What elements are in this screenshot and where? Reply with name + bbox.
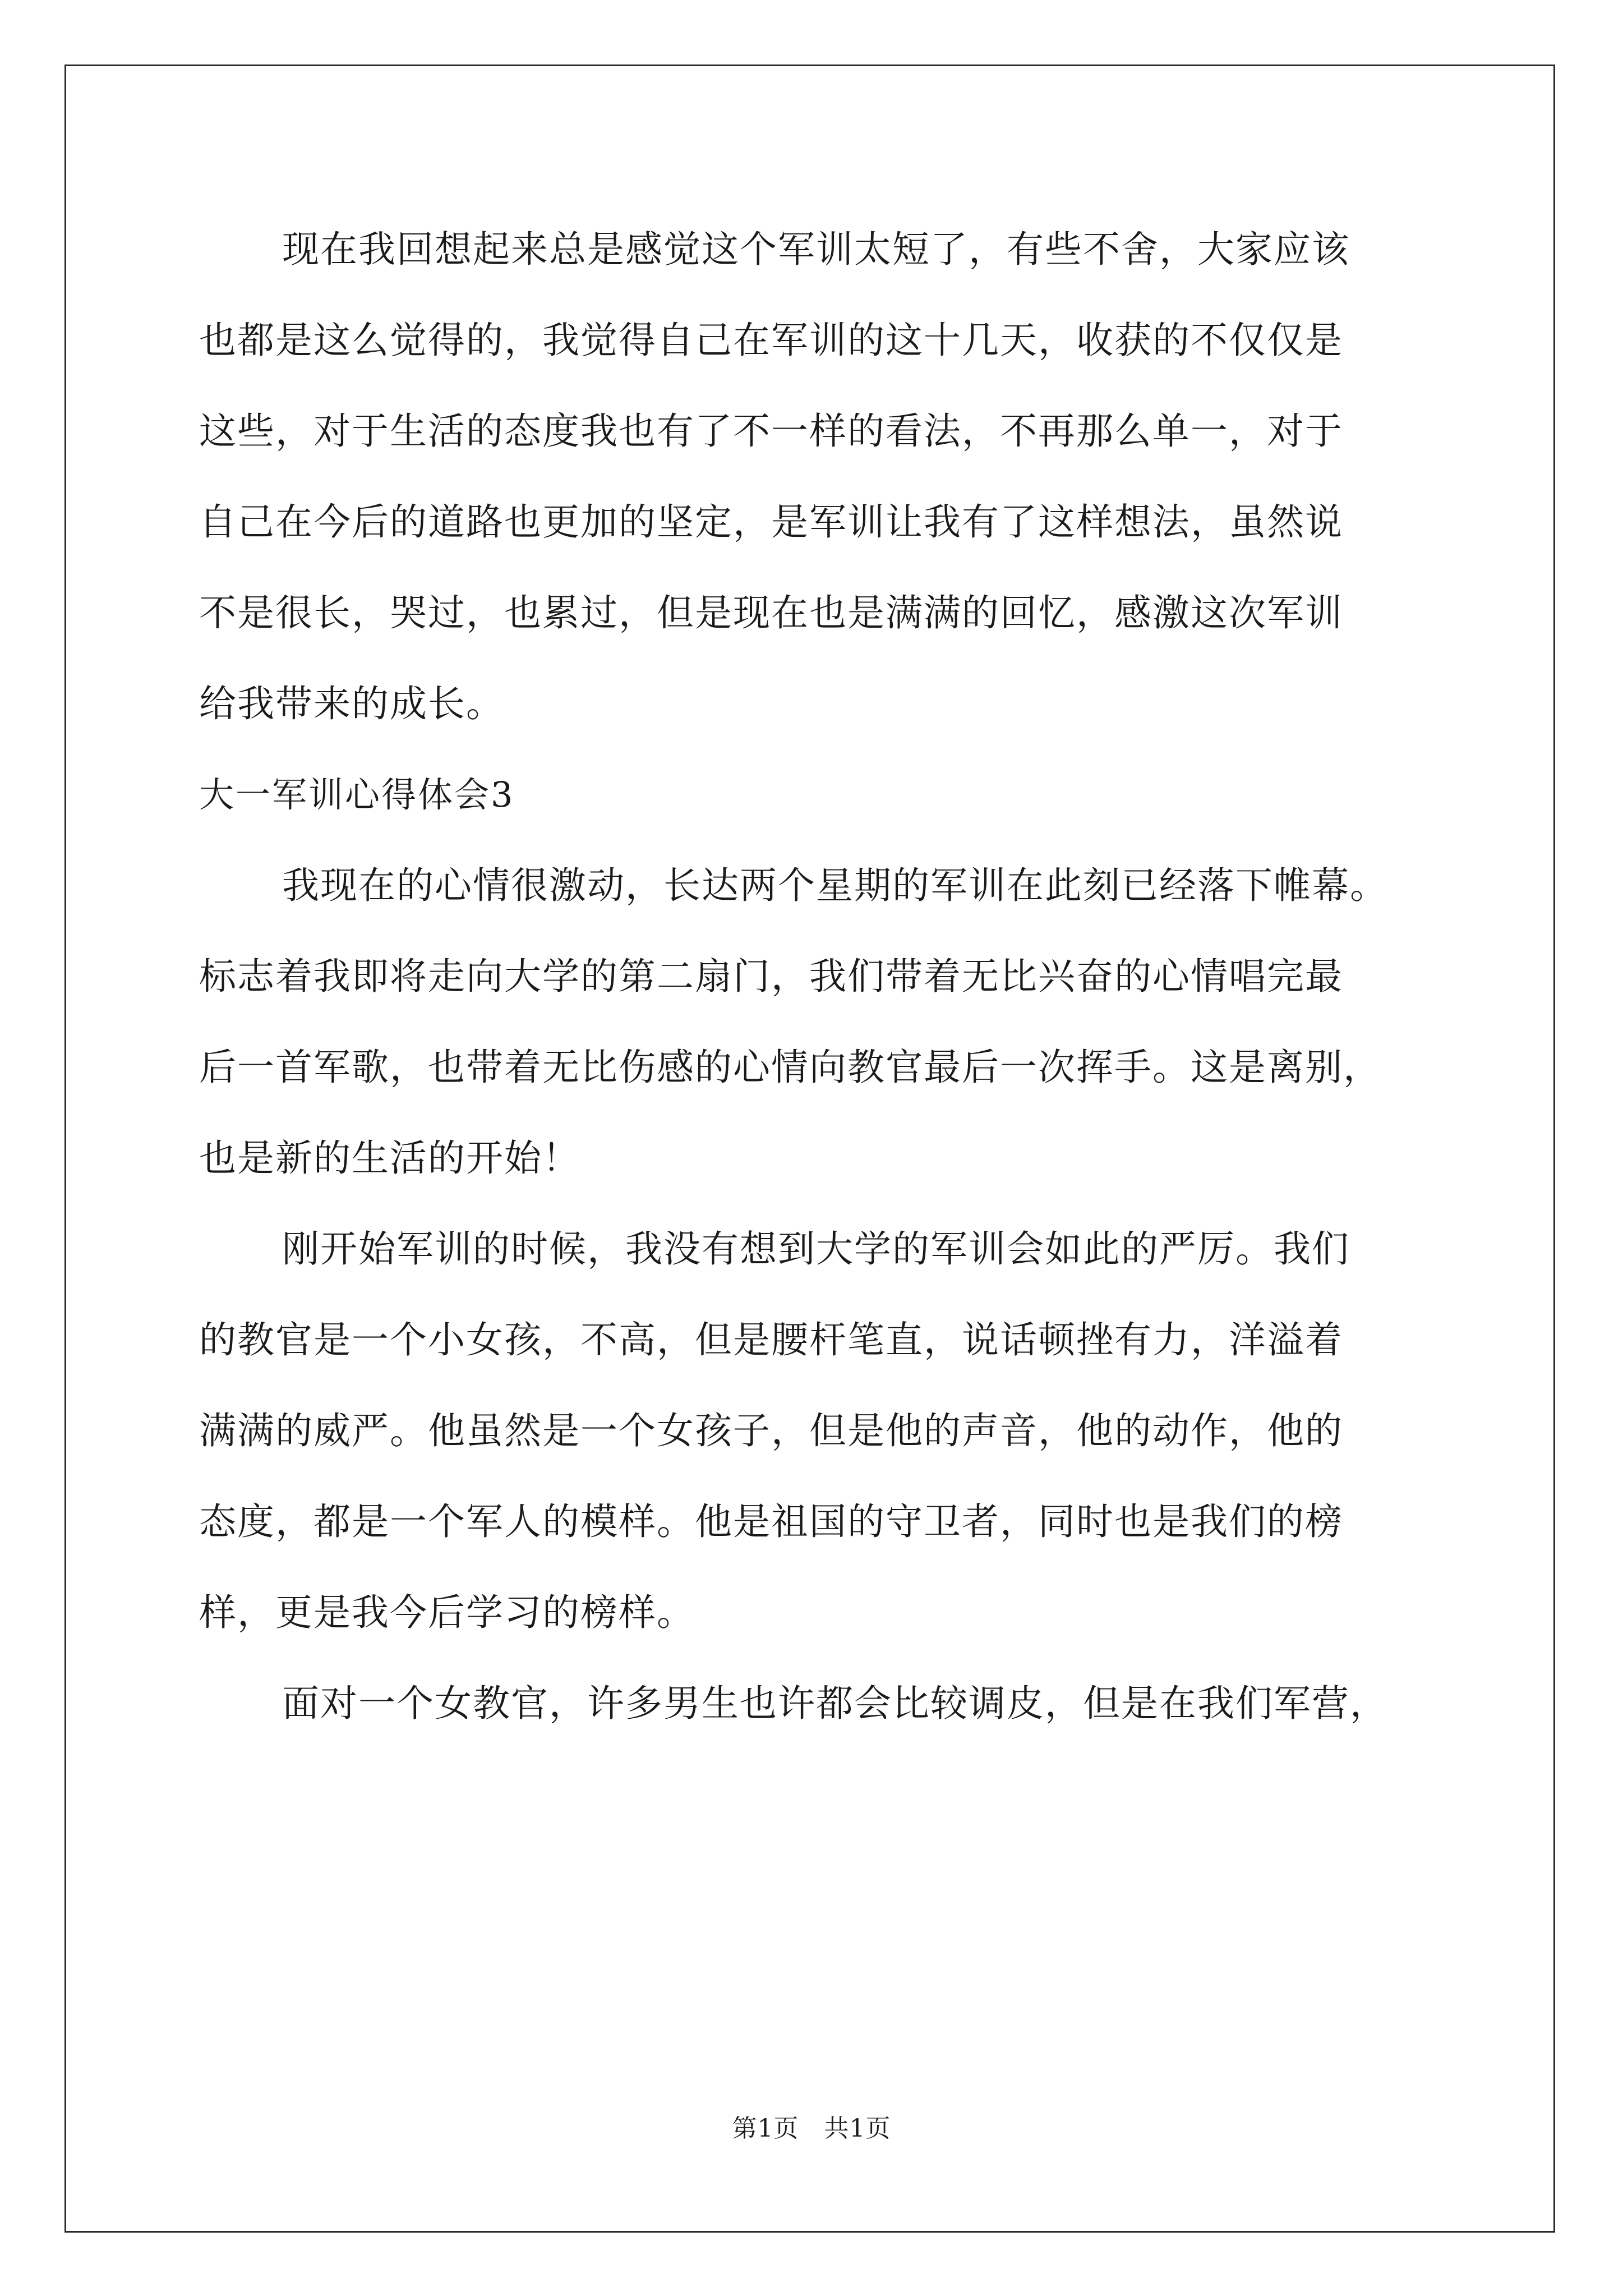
text-line: 不是很长，哭过，也累过，但是现在也是满满的回忆，感激这次军训: [199, 591, 1343, 634]
text-line: 后一首军歌，也带着无比伤感的心情向教官最后一次挥手。这是离别，: [199, 1046, 1381, 1089]
text-line: 的教官是一个小女孩，不高，但是腰杆笔直，说话顿挫有力，洋溢着: [199, 1318, 1343, 1361]
text-line: 我现在的心情很激动，长达两个星期的军训在此刻已经落下帷幕。: [282, 864, 1388, 907]
text-line: 给我带来的成长。: [199, 682, 504, 725]
text-line: 这些，对于生活的态度我也有了不一样的看法，不再那么单一，对于: [199, 409, 1343, 453]
text-line: 刚开始军训的时候，我没有想到大学的军训会如此的严厉。我们: [282, 1227, 1350, 1271]
section-heading: 大一军训心得体会3: [199, 774, 515, 815]
text-line: 自己在今后的道路也更加的坚定，是军训让我有了这样想法，虽然说: [199, 500, 1343, 544]
page-total: 共1页: [824, 2114, 891, 2143]
text-line: 也都是这么觉得的，我觉得自己在军训的这十几天，收获的不仅仅是: [199, 319, 1343, 362]
text-line: 态度，都是一个军人的模样。他是祖国的守卫者，同时也是我们的榜: [199, 1500, 1343, 1543]
text-line: 现在我回想起来总是感觉这个军训太短了，有些不舍，大家应该: [282, 228, 1350, 271]
text-line: 面对一个女教官，许多男生也许都会比较调皮，但是在我们军营，: [282, 1682, 1388, 1725]
document-body: [199, 216, 1450, 1761]
text-line: 样，更是我今后学习的榜样。: [199, 1591, 695, 1634]
text-line: 满满的威严。他虽然是一个女孩子，但是他的声音，他的动作，他的: [199, 1409, 1343, 1452]
text-line: 也是新的生活的开始！: [199, 1137, 580, 1180]
text-line: 标志着我即将走向大学的第二扇门，我们带着无比兴奋的心情唱完最: [199, 955, 1343, 998]
page-footer: [0, 2108, 1623, 2144]
page-number: 第1页: [732, 2114, 799, 2143]
